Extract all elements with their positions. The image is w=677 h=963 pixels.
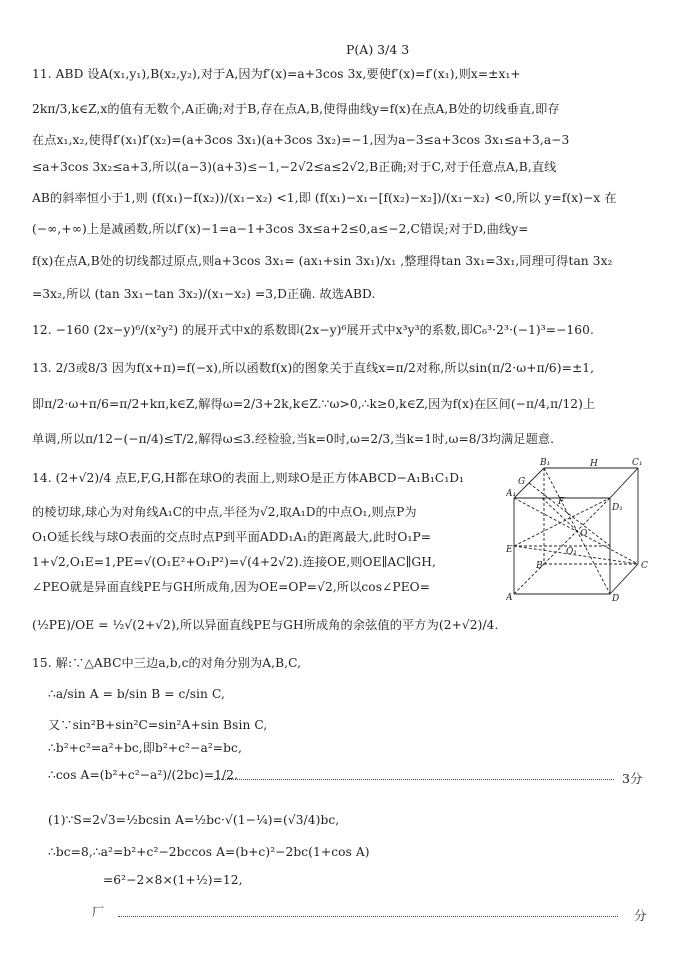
- q15-line-5: ∴cos A=(b²+c²−a²)/(2bc)=1/2.: [48, 768, 239, 782]
- label-G: G: [518, 477, 526, 487]
- dotted-leader-2: [118, 916, 618, 917]
- label-O: O: [580, 529, 588, 539]
- label-F: F: [558, 497, 565, 507]
- q12-line-1: 12. −160 (2x−y)⁶/(x²y²) 的展开式中x的系数即(2x−y)⁶展开式中x³y³的系数,即C₆³·2³·(−1)³=−160.: [32, 323, 594, 337]
- q15-line-4: ∴b²+c²=a²+bc,即b²+c²−a²=bc,: [48, 741, 242, 755]
- q15-line-6: (1)∵S=2√3=½bcsin A=½bc·√(1−¼)=(√3/4)bc,: [48, 813, 340, 827]
- label-B1: B₁: [540, 458, 551, 468]
- dotted-leader-1: [214, 779, 614, 780]
- q11-line-5: AB的斜率恒小于1,则 (f(x₁)−f(x₂))/(x₁−x₂) <1,即 (f(x₁)−x₁−[f(x₂)−x₂])/(x₁−x₂) <0,所以 y=f(x)−x 在: [32, 191, 617, 205]
- q14-line-6: (½PE)/OE = ½√(2+√2),所以异面直线PE与GH所成角的余弦值的平方为(2+√2)/4.: [32, 618, 499, 632]
- q13-line-3: 单调,所以π/12−(−π/4)≤T/2,解得ω≤3.经检验,当k=0时,ω=2/3,当k=1时,ω=8/3均满足题意.: [32, 432, 555, 446]
- q14-line-2: 的棱切球,球心为对角线A₁C的中点,半径为√2,取A₁D的中点O₁,则点P为: [32, 505, 417, 519]
- q11-line-8: =3x₂,所以 (tan 3x₁−tan 3x₂)/(x₁−x₂) =3,D正确. 故选ABD.: [32, 287, 376, 301]
- label-O1: O₁: [566, 547, 577, 557]
- q15-line-7: ∴bc=8,∴a²=b²+c²−2bccos A=(b+c)²−2bc(1+cos A): [48, 845, 370, 859]
- q11-line-4: ≤a+3cos 3x₂≤a+3,所以(a−3)(a+3)≤−1,−2√2≤a≤2√2,B正确;对于C,对于任意点A,B,直线: [32, 160, 557, 174]
- q11-line-7: f(x)在点A,B处的切线都过原点,则a+3cos 3x₁= (ax₁+sin 3x₁)/x₁ ,整理得tan 3x₁=3x₁,同理可得tan 3x₂: [32, 254, 613, 268]
- label-A1: A₁: [506, 489, 517, 499]
- label-B: B: [536, 561, 543, 571]
- cube-figure: [506, 456, 652, 602]
- label-E: E: [506, 545, 513, 555]
- label-C1: C₁: [632, 458, 643, 468]
- score-mark-1: 3分: [622, 771, 643, 786]
- q11-line-1: 11. ABD 设A(x₁,y₁),B(x₂,y₂),对于A,因为f′(x)=a+3cos 3x,要使f′(x)=f′(x₁),则x=±x₁+: [32, 67, 521, 81]
- label-A: A: [506, 593, 513, 602]
- q14-line-5: ∠PEO就是异面直线PE与GH所成角,因为OE=OP=√2,所以cos∠PEO=: [32, 580, 431, 594]
- q14-line-3: O₁O延长线与球O表面的交点时点P到平面ADD₁A₁的距离最大,此时O₁P=: [32, 530, 432, 544]
- q15-line-9: 厂: [92, 905, 105, 919]
- q15-line-1: 15. 解:∵△ABC中三边a,b,c的对角分别为A,B,C,: [32, 656, 302, 670]
- q15-line-8: =6²−2×8×(1+½)=12,: [103, 873, 243, 887]
- q11-line-2: 2kπ/3,k∈Z,x的值有无数个,A正确;对于B,存在点A,B,使得曲线y=f(x)在点A,B处的切线垂直,即存: [32, 102, 560, 116]
- q13-line-2: 即π/2·ω+π/6=π/2+kπ,k∈Z,解得ω=2/3+2k,k∈Z.∵ω>0,∴k≥0,k∈Z,因为f(x)在区间(−π/4,π/12)上: [32, 397, 596, 411]
- label-D: D: [612, 594, 620, 602]
- label-H: H: [590, 459, 598, 469]
- label-C: C: [641, 561, 648, 571]
- q14-line-4: 1+√2,O₁E=1,PE=√(O₁E²+O₁P²)=√(4+2√2).连接OE,则OE∥AC∥GH,: [32, 555, 436, 569]
- score-mark-2: 分: [634, 908, 647, 923]
- q15-line-3: 又∵sin²B+sin²C=sin²A+sin Bsin C,: [48, 718, 268, 732]
- q15-line-2: ∴a/sin A = b/sin B = c/sin C,: [48, 687, 225, 701]
- q11-line-3: 在点x₁,x₂,使得f′(x₁)f′(x₂)=(a+3cos 3x₁)(a+3cos 3x₂)=−1,因为a−3≤a+3cos 3x₁≤a+3,a−3: [32, 133, 570, 147]
- label-D1: D₁: [612, 503, 623, 513]
- q11-line-6: (−∞,+∞)上是减函数,所以f′(x)−1=a−1+3cos 3x≤a+2≤0,a≤−2,C错误;对于D,曲线y=: [32, 222, 529, 236]
- q14-line-1: 14. (2+√2)/4 点E,F,G,H都在球O的表面上,则球O是正方体ABCD−A₁B₁C₁D₁: [32, 471, 465, 485]
- q13-line-1: 13. 2/3或8/3 因为f(x+π)=f(−x),所以函数f(x)的图象关于直线x=π/2对称,所以sin(π/2·ω+π/6)=±1,: [32, 361, 595, 375]
- page-header-fragment: P(A) 3/4 3: [346, 42, 410, 57]
